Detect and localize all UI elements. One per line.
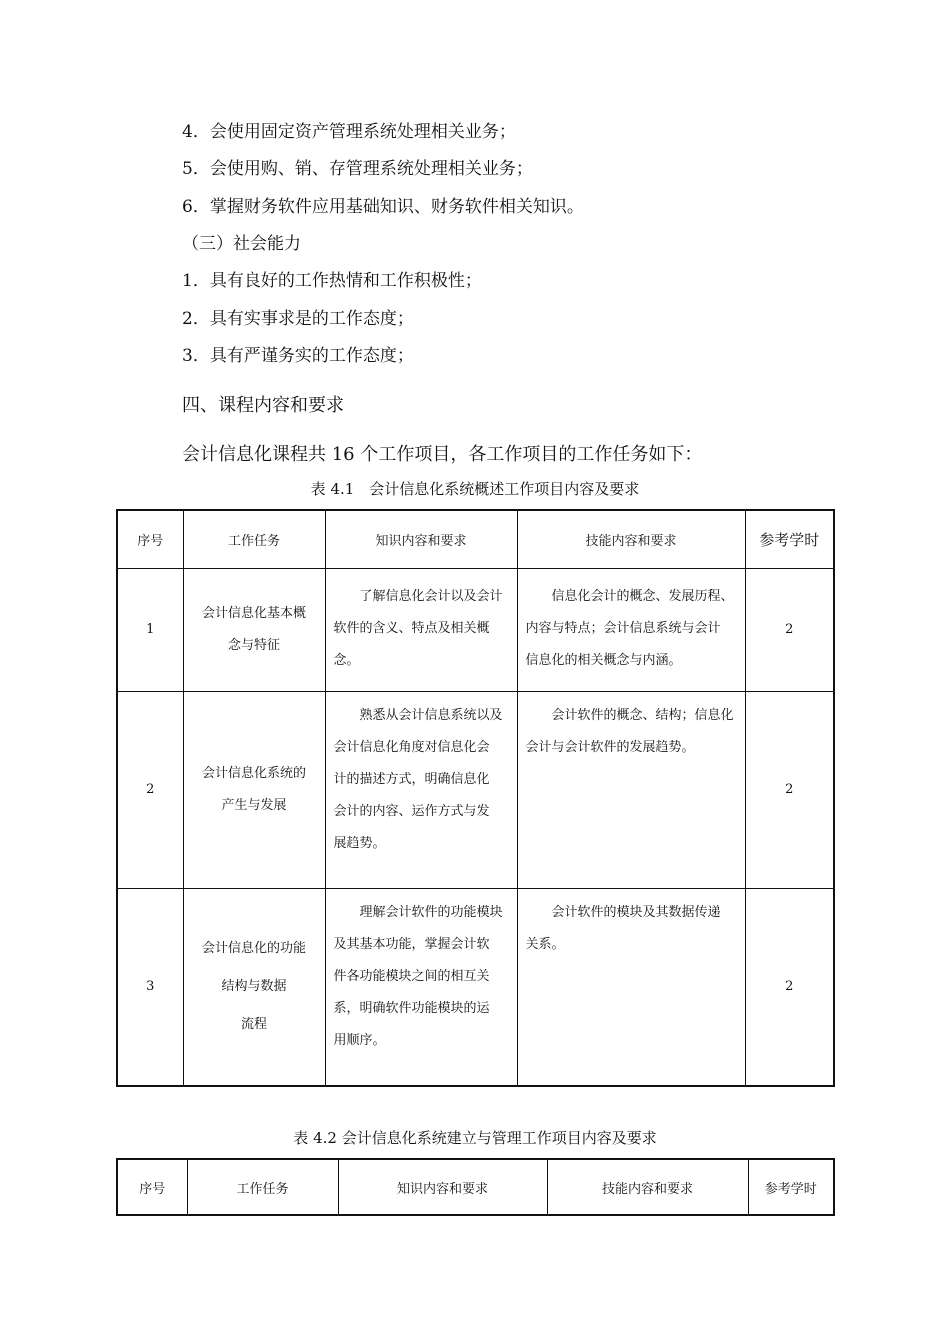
knowledge-line: 计的描述方式，明确信息化 xyxy=(333,771,490,787)
task-line: 产生与发展 xyxy=(221,797,287,813)
task-line: 会计信息化基本概 xyxy=(201,605,306,621)
row-no: 3 xyxy=(117,888,183,1086)
skill-line: 会计软件的模块及其数据传递 xyxy=(551,904,721,920)
knowledge-line: 展趋势。 xyxy=(333,835,386,851)
row-task xyxy=(183,568,325,691)
row-knowledge xyxy=(325,888,517,1086)
skill-line: 信息化的相关概念与内涵。 xyxy=(525,652,682,668)
knowledge-line: 了解信息化会计以及会计 xyxy=(359,588,503,604)
table1 xyxy=(116,509,835,1087)
row-hours: 2 xyxy=(745,568,834,691)
header-hours: 参考学时 xyxy=(748,1159,834,1215)
row-knowledge xyxy=(325,568,517,691)
skill-line: 关系。 xyxy=(525,936,565,952)
knowledge-line: 软件的含义、特点及相关概 xyxy=(333,620,490,636)
table-row xyxy=(117,888,834,1086)
subheading-social: （三）社会能力 xyxy=(182,234,301,254)
knowledge-line: 件各功能模块之间的相互关 xyxy=(333,968,490,984)
table1-caption: 表 4.1 会计信息化系统概述工作项目内容及要求 xyxy=(310,480,640,498)
body-line-5: 5．会使用购、销、存管理系统处理相关业务； xyxy=(182,159,533,179)
row-knowledge xyxy=(325,691,517,888)
skill-line: 会计软件的概念、结构；信息化 xyxy=(551,707,734,723)
table2-header-row xyxy=(117,1159,834,1215)
row-no: 2 xyxy=(117,691,183,888)
header-hours: 参考学时 xyxy=(745,510,834,568)
body-line-s3: 3．具有严谨务实的工作态度； xyxy=(182,346,414,366)
table-row xyxy=(117,691,834,888)
knowledge-line: 及其基本功能，掌握会计软 xyxy=(333,936,490,952)
knowledge-line: 系，明确软件功能模块的运 xyxy=(333,1000,490,1016)
body-line-s2: 2．具有实事求是的工作态度； xyxy=(182,309,414,329)
knowledge-line: 念。 xyxy=(333,652,360,668)
header-knowledge: 知识内容和要求 xyxy=(338,1159,547,1215)
header-task: 工作任务 xyxy=(183,510,325,568)
row-skill xyxy=(517,568,745,691)
body-line-4: 4．会使用固定资产管理系统处理相关业务； xyxy=(182,122,516,142)
task-line: 会计信息化系统的 xyxy=(201,765,306,781)
knowledge-line: 用顺序。 xyxy=(333,1032,386,1048)
skill-line: 会计与会计软件的发展趋势。 xyxy=(525,739,695,755)
table1-header-row xyxy=(117,510,834,568)
row-hours: 2 xyxy=(745,888,834,1086)
header-no: 序号 xyxy=(117,1159,187,1215)
row-task xyxy=(183,691,325,888)
row-skill xyxy=(517,888,745,1086)
header-no: 序号 xyxy=(117,510,183,568)
knowledge-line: 会计信息化角度对信息化会 xyxy=(333,739,490,755)
row-no: 1 xyxy=(117,568,183,691)
skill-line: 内容与特点；会计信息系统与会计 xyxy=(525,620,721,636)
body-line-s1: 1．具有良好的工作热情和工作积极性； xyxy=(182,271,482,291)
table2 xyxy=(116,1158,835,1216)
header-knowledge: 知识内容和要求 xyxy=(325,510,517,568)
knowledge-line: 会计的内容、运作方式与发 xyxy=(333,803,490,819)
section-heading: 四、课程内容和要求 xyxy=(182,395,344,416)
header-skill: 技能内容和要求 xyxy=(517,510,745,568)
header-skill: 技能内容和要求 xyxy=(547,1159,748,1215)
intro-text: 会计信息化课程共 16 个工作项目，各工作项目的工作任务如下： xyxy=(182,444,703,465)
table2-caption: 表 4.2 会计信息化系统建立与管理工作项目内容及要求 xyxy=(293,1129,657,1147)
task-line: 会计信息化的功能 xyxy=(201,940,306,956)
task-line: 念与特征 xyxy=(227,637,280,653)
row-skill xyxy=(517,691,745,888)
knowledge-line: 理解会计软件的功能模块 xyxy=(359,904,503,920)
table-row xyxy=(117,568,834,691)
task-line: 结构与数据 xyxy=(221,978,287,994)
header-task: 工作任务 xyxy=(187,1159,338,1215)
task-line: 流程 xyxy=(240,1016,267,1032)
body-line-6: 6．掌握财务软件应用基础知识、财务软件相关知识。 xyxy=(182,197,584,217)
row-task xyxy=(183,888,325,1086)
knowledge-line: 熟悉从会计信息系统以及 xyxy=(359,707,503,723)
row-hours: 2 xyxy=(745,691,834,888)
skill-line: 信息化会计的概念、发展历程、 xyxy=(551,588,734,604)
